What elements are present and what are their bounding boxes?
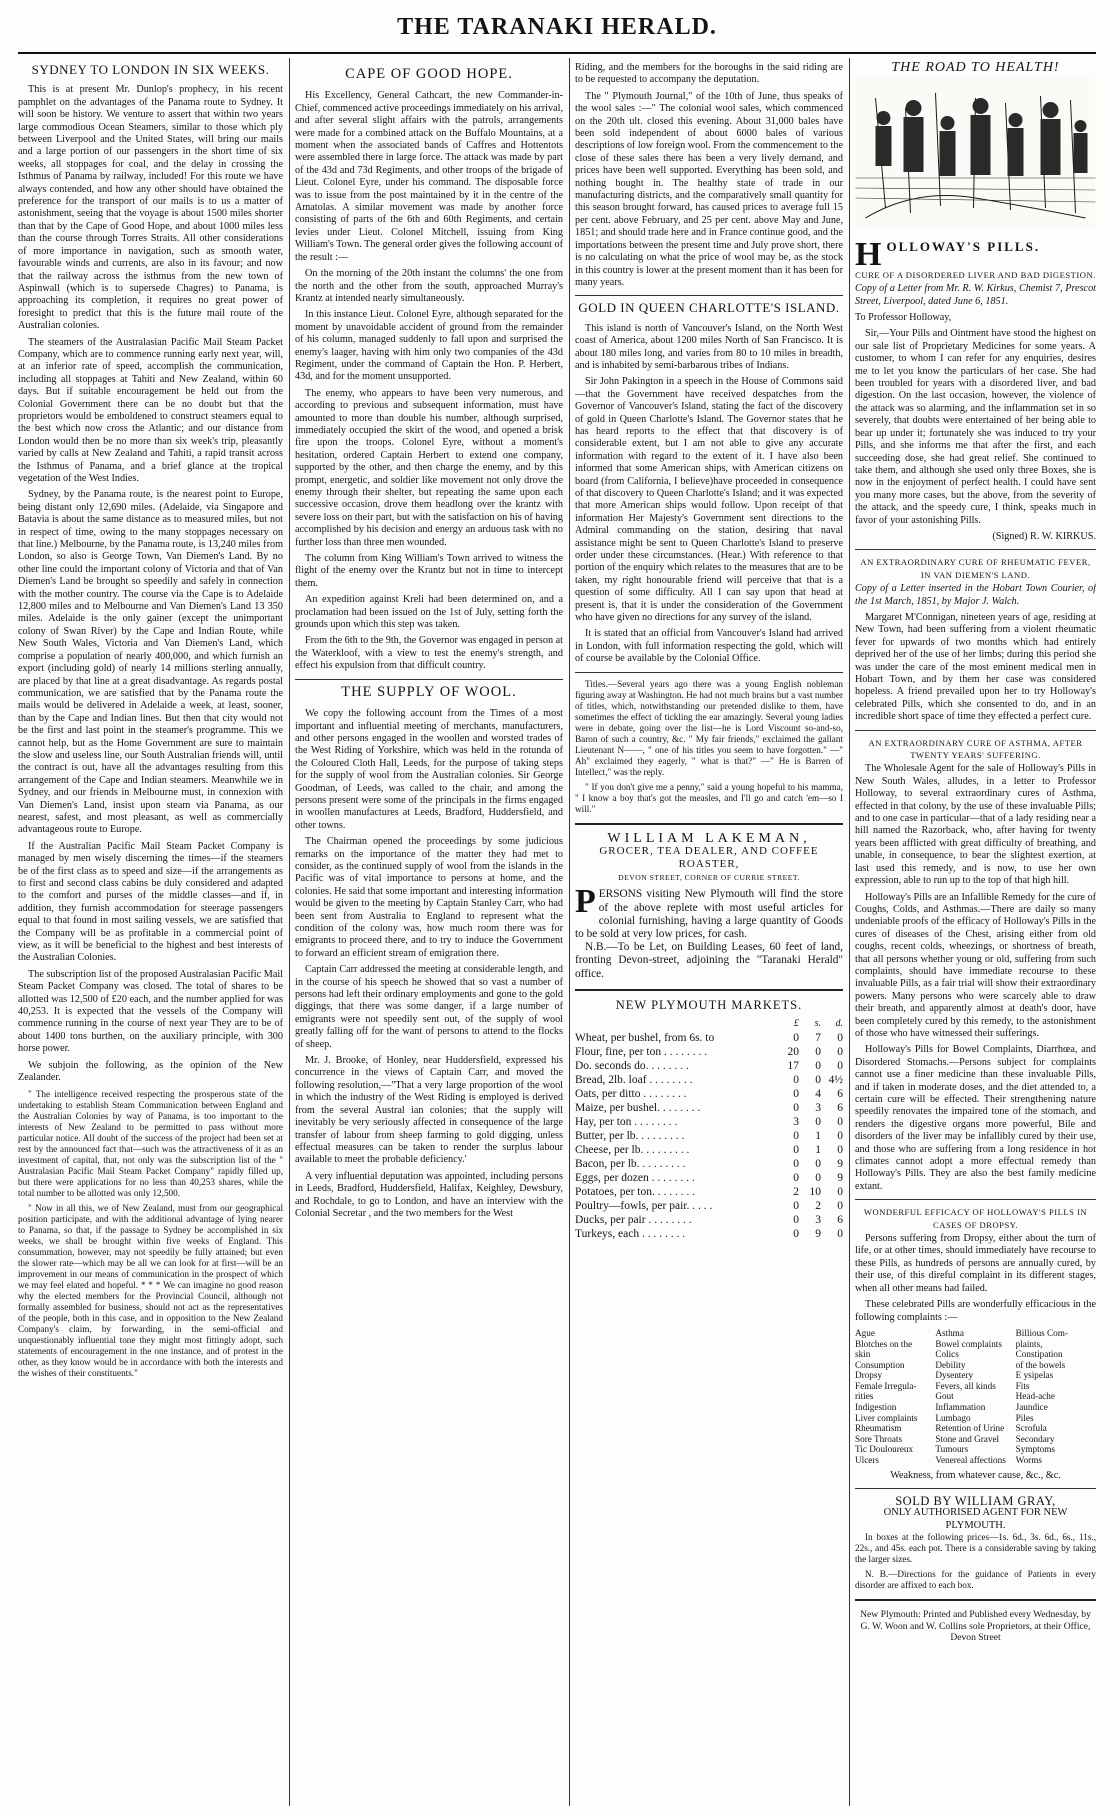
price-item: Wheat, per bushel, from 6s. to xyxy=(575,1032,715,1045)
complaints-list xyxy=(855,1328,1096,1466)
advert-banner: THE ROAD TO HEALTH! xyxy=(891,62,1060,75)
advert-text: N.B.—To be Let, on Building Leases, 60 feet of land, fronting Devon-street, adjoining the "Taranaki Herald" office. xyxy=(575,941,843,980)
subheading: AN EXTRAORDINARY CURE OF RHEUMATIC FEVER, IN VAN DIEMEN'S LAND. xyxy=(860,557,1091,580)
paragraph: The Wholesale Agent for the sale of Holloway's Pills in New South Wales, alludes, in a letter to Professor Holloway, to several extraordinary cures of Asthma, effected in that colony, by the use of these invaluable Pills; and to one case in particular—that of a lady residing near a hill named the Razorback, who, after having for twenty years been afflicted with great difficulty of breathing, and unable, in consequence, to bear the slightest exertion, at last used this remedy, and is now, to use her own expression, able to run up to the top of that high hill. xyxy=(855,763,1096,887)
complaint-item: Jaundice xyxy=(1015,1402,1048,1413)
price-row xyxy=(575,1073,843,1087)
price-item: Hay, per ton . . . . . . . . xyxy=(575,1116,678,1129)
price-shillings: 2 xyxy=(815,1200,821,1213)
complaint-item: Secondary xyxy=(1015,1433,1055,1444)
complaint-item: Stone and Gravel xyxy=(935,1433,1000,1444)
price-pounds: 0 xyxy=(793,1074,799,1087)
paragraph: The Chairman opened the proceedings by some judicious remarks on the importance of the matter they had met to consider, as the continued supply of wool from the islands in the Pacific was of vital importance to persons at home, and the colonies. He said that some important and interesting information would be given to the meeting by Captain Stanley Carr, who had been sent from Australia to England to represent what the condition of the colony was, how much room there was for emigrants to proceed there, and to try to induce the Government to forward an efficient stream of emigration there. xyxy=(295,836,563,959)
price-pence: 0 xyxy=(837,1060,843,1073)
price-row xyxy=(575,1171,843,1185)
advert-text: ERSONS visiting New Plymouth will find the store of the above replete with most useful articles for colonial furnishing, having a large quantity of Goods to be sold at very low prices, for cash. xyxy=(575,888,843,940)
price-row xyxy=(575,1059,843,1073)
price-row xyxy=(575,1227,843,1241)
complaint-item: Inflammation xyxy=(935,1402,986,1413)
subheading: AN EXTRAORDINARY CURE OF ASTHMA, AFTER TWENTY YEARS' SUFFERING. xyxy=(868,737,1083,761)
column-rule xyxy=(849,58,850,1806)
price-pence: 0 xyxy=(837,1032,843,1045)
paragraph: Sir,—Your Pills and Ointment have stood the highest on our sale list of Proprietary Medicines for some years. A customer, to whom I can refer for any enquiries, desires me to let you know the particulars of her case. She had been troubled for years with a disordered liver, and bad digestion. On the last occasion, however, the violence of the attack was so alarming, and the inflammation set in so severely, that doubts were entertained of her being able to bear up under it; fortunately she was induced to try your Pills, and she informs me that after the first, and each succeeding dose, she had great relief. She continued to take them, and although she used only three Boxes, she is now in the enjoyment of perfect health. I could have sent you many more cases, but the above, from the severity of the attack, and the speedy cure, I think, speaks much in favor of your astonishing Pills. xyxy=(855,328,1096,526)
price-pence: 0 xyxy=(837,1200,843,1213)
price-row xyxy=(575,1185,843,1199)
paragraph: Captain Carr addressed the meeting at considerable length, and in the course of his speech he showed that so vast a number of persons had left their ordinary employments and gone to the gold diggings, that there was some danger, if a large number of emigrants were not speedily sent out, of the supply of wool greatly falling off for the want of persons to attend to the flocks of sheep. xyxy=(295,964,563,1050)
divider xyxy=(855,730,1096,731)
price-pounds: 20 xyxy=(787,1046,799,1059)
complaint-item: E ysipelas xyxy=(1015,1370,1054,1381)
article-title: GOLD IN QUEEN CHARLOTTE'S ISLAND. xyxy=(578,300,840,316)
complaint-item: Head-ache xyxy=(1015,1391,1055,1402)
paragraph: To Professor Holloway, xyxy=(855,312,952,324)
price-row xyxy=(575,1101,843,1115)
paragraph: The steamers of the Australasian Pacific Mail Steam Packet Company, which are to commence running early next year, will, at an inferior rate of speed, accomplish the communication, including all stoppages at Tahiti and New Zealand, within 60 days. But if suitable encouragement be held out from the Colonial Government there can be no doubt but that the proprietors would be emboldened to construct steamers equal to the best which now cross the Atlantic; and our distance from London would then be no more than six week's trip, pleasantly varied by calls at New Zealand and Tahiti, a rapid transit across the Isthmus of Panama, and a brief glance at the tropical vegetation of the West Indies. xyxy=(18,336,283,484)
price-shillings: 3 xyxy=(815,1214,821,1227)
price-row xyxy=(575,1157,843,1171)
complaint-item: Female Irregula- xyxy=(855,1380,917,1391)
complaint-item: skin xyxy=(855,1349,871,1360)
paragraph: We subjoin the following, as the opinion of the New Zealander. xyxy=(18,1059,283,1084)
currency-shillings: s. xyxy=(814,1018,821,1030)
paragraph: Holloway's Pills for Bowel Complaints, Diarrhœa, and Disordered Stomachs.—Persons subject for complaints cannot use a finer medicine than these invaluable Pills, and if taken in moderate doses, and the diet attended to, a certain cure will be effected. Their strengthening nature speedily renovates the impaired tone of the stomach, and renders the digestive organs more powerful, Bile and disorders of the liver may be infallibly cured by their use, and those who are suffering from a long residence in hot climates cannot adopt a more effectual remedy than Holloway's Pills. They are also the best family medicine extant. xyxy=(855,1044,1096,1192)
quoted-paragraph: " Now in all this, we of New Zealand, must from our geographical position participate, and with the additional advantage of lying nearer to Panama, so that, if the passage to Sydney be accomplished in six weeks, we shall be brought within five weeks of England. This consummation, however, may not speedily be fully attained; but even the slower rate—which may be all we can look for at first—will be an improvement in our means of communication in the prospect of which we may feel elated and hopeful. * * * We can imagine no good reason why the elected members for the Provincial Council, although not formally assembled for business, should not act as the representatives of the people, both in this case, and in opposition to the New Zealand Company's claim, by forwarding, in the semi-official and unquestionably influential tone they might most fittingly adopt, such statements of encouragement in the one instance, and of protest in the other, as they know would be in accordance with both the interests and the wishes of their constituents." xyxy=(18,1202,283,1378)
price-shillings: 0 xyxy=(815,1060,821,1073)
complaint-item: Sore Throats xyxy=(855,1433,903,1444)
complaint-item: Dropsy xyxy=(855,1370,883,1381)
price-pounds: 0 xyxy=(793,1214,799,1227)
price-pence: 0 xyxy=(837,1130,843,1143)
price-shillings: 0 xyxy=(815,1116,821,1129)
price-item: Poultry—fowls, per pair. . . . . xyxy=(575,1200,713,1213)
price-item: Butter, per lb. . . . . . . . . xyxy=(575,1130,685,1143)
paragraph: " If you don't give me a penny," said a young hopeful to his mamma, " I know a boy that's got the measles, and I'll go and catch 'em—so I will." xyxy=(575,781,843,814)
complaint-item: Asthma xyxy=(935,1327,964,1338)
price-pence: 6 xyxy=(837,1088,843,1101)
price-pounds: 0 xyxy=(793,1032,799,1045)
signature: (Signed) R. W. KIRKUS. xyxy=(992,530,1096,542)
paragraph: The enemy, who appears to have been very numerous, and according to previous and subsequent information, must have amounted to more than double his number, although surprised, immediately occupied the skirt of the wood, and opened a brisk fire upon the troops. Colonel Eyre, without a moment's hesitation, ordered Captain Herbert to extend one company, supported by the other, and then charge the enemy, and by this prompt, energetic, and soldier like movement not only drove the enemy through their shelter, but repeating the same upon each successive occasion, drove them headlong over the krantz with severe loss on their part, but with the satisfaction on his of having accomplished by his decision and energy an arduous task with no further loss than three men wounded. xyxy=(295,387,563,548)
paragraph: In boxes at the following prices—1s. 6d., 3s. 6d., 6s., 11s., 22s., and 45s. each pot. There is a considerable saving by taking the larger sizes. xyxy=(855,1532,1096,1565)
paragraph: It is stated that an official from Vancouver's Island had arrived in London, with full information respecting the gold, which will of course be available by the Colonial Office. xyxy=(575,628,843,665)
price-pence: 0 xyxy=(837,1046,843,1059)
price-item: Potatoes, per ton. . . . . . . . xyxy=(575,1186,696,1199)
price-row xyxy=(575,1199,843,1213)
price-item: Cheese, per lb. . . . . . . . . xyxy=(575,1144,690,1157)
complaint-item: Liver complaints xyxy=(855,1412,918,1423)
price-shillings: 0 xyxy=(815,1074,821,1087)
price-pounds: 2 xyxy=(793,1186,799,1199)
paragraph: The subscription list of the proposed Australasian Pacific Mail Steam Packet Company was closed. The total of shares to be allotted was 12,500 of £20 each, and the number applied for was 40,253. It is expected that the vessels of the Company will commence running in the course of next year They are to be of about 1400 tons burthen, on the auxiliary principle, with 300 horse power. xyxy=(18,968,283,1055)
advert-title xyxy=(855,235,1096,273)
paragraph: Holloway's Pills are an Infallible Remedy for the cure of Coughs, Colds, and Asthmas.—There are daily so many undeniable proofs of the efficacy of Holloway's Pills in the cures of diseases of the Chest, arising either from old coughs, recent colds, wheezings, or shortness of breath, that all persons whether young or old, suffering from such complaints, should have immediate recourse to these invaluable Pills, as a fair trial will show their extraordinary powers. Many persons who were scarcely able to draw their breath, and apparently almost at death's door, have been completely cured by this remedy, to the astonishment of those who have witnessed their sufferings. xyxy=(855,891,1096,1039)
paragraph: We copy the following account from the Times of a most important and influential meeting of merchants, manufacturers, and other persons engaged in the woollen and worsted trades of the West Riding of Yorkshire, which was held in the rotunda of the Coloured Cloth Hall, Leeds, for the purpose of taking steps for the supply of wool from the Australian colonies. Sir George Goodman, of Leeds, was called to the chair, and among the persons present were some of the principals in the firms engaged in woollen manufactures at Leeds, Bradford, Huddersfield, and other towns. xyxy=(295,708,563,831)
complaint-item: Billious Com- xyxy=(1015,1327,1068,1338)
subheading: CURE OF A DISORDERED LIVER AND BAD DIGESTION. xyxy=(855,269,1096,280)
divider xyxy=(575,672,843,673)
complaint-item: Ague xyxy=(855,1327,875,1338)
complaint-item: Colics xyxy=(935,1349,959,1360)
article-title: SYDNEY TO LONDON IN SIX WEEKS. xyxy=(31,62,270,77)
price-pounds: 0 xyxy=(793,1200,799,1213)
price-table-header xyxy=(575,1017,843,1031)
price-pounds: 0 xyxy=(793,1102,799,1115)
masthead-rule xyxy=(18,52,1096,54)
price-shillings: 3 xyxy=(815,1102,821,1115)
price-row xyxy=(575,1115,843,1129)
complaint-item: Debility xyxy=(935,1359,966,1370)
complaint-item: of the bowels xyxy=(1015,1359,1066,1370)
complaint-item: Worms xyxy=(1015,1455,1042,1466)
advert-address: DEVON STREET, CORNER OF CURRIE STREET. xyxy=(618,872,800,882)
column-rule xyxy=(569,58,570,1806)
price-shillings: 4 xyxy=(815,1088,821,1101)
paragraph: The " Plymouth Journal," of the 10th of June, thus speaks of the wool sales :—" The colonial wool sales, which commenced on the 20th ult. closed this evening. About 31,000 bales have been sold independent of about 6000 bales of various descriptions of low foreign wool. From the commencement to the close of these sales there has been a very lively demand, and prices have been well supported. Everything has been sold, and nothing bought in. The healthy state of trade in our manufacturing districts, and the comparatively small quantity for this season brought forward, has caused prices to average full 15 per cent. above February, and 25 per cent. above May and June, 1851; and should trade here and in France continue good, and the importations between the present time and July prove short, there is no calculating on what the price of wool may be, as the stock in this country is lower at the present moment than it has been for many years. xyxy=(575,90,843,288)
paragraph: Persons suffering from Dropsy, either about the turn of life, or at other times, should immediately have recourse to these Pills, as hundreds of persons are annually cured, by their use, of this direful complaint in its different stages, when all other means had failed. xyxy=(855,1233,1096,1294)
paragraph: Copy of a Letter inserted in the Hobart Town Courier, of the 1st March, 1851, by Major J. Walch. xyxy=(855,583,1096,607)
price-item: Do. seconds do. . . . . . . . xyxy=(575,1060,689,1073)
complaint-item: Tumours xyxy=(935,1444,969,1455)
price-item: Flour, fine, per ton . . . . . . . . xyxy=(575,1046,708,1059)
price-row xyxy=(575,1045,843,1059)
price-item: Turkeys, each . . . . . . . . xyxy=(575,1228,686,1241)
complaint-item: Tic Douloureux xyxy=(855,1444,914,1455)
price-pence: 0 xyxy=(837,1116,843,1129)
complaint-item: Ulcers xyxy=(855,1455,879,1466)
price-row xyxy=(575,1213,843,1227)
drop-cap: P xyxy=(575,883,596,921)
complaint-item: Constipation xyxy=(1015,1349,1063,1360)
divider xyxy=(575,823,843,825)
paragraph: This island is north of Vancouver's Island, on the North West coast of America, about 1200 miles North of San Francisco. It is about 180 miles long, and varies from 80 to 10 miles in breadth, and is inhabited by semi-barbarous tribes of Indians. xyxy=(575,322,843,371)
price-pounds: 0 xyxy=(793,1228,799,1241)
complaint-item: Scrofula xyxy=(1015,1423,1047,1434)
price-item: Eggs, per dozen . . . . . . . . xyxy=(575,1172,695,1185)
markets-title: NEW PLYMOUTH MARKETS. xyxy=(615,997,803,1012)
price-item: Maize, per bushel. . . . . . . . xyxy=(575,1102,701,1115)
paragraph: This is at present Mr. Dunlop's prophecy, in his recent pamphlet on the advantages of the Panama route to Sydney. It will soon be history. We venture to assert that within two years large commodious Ocean Steamers, similar to those which ply between Liverpool and the United States, will bring our mails and a large portion of our passengers in the short time of six weeks, all stoppages for coal, and the delay in crossing the Isthmus of Panama by railway, included! For this route we have always contended, and how any other should have obtained the preference for the transport of our mails is to us a matter of astonishment, seeing that the voyage is about 1500 miles shorter than that by the Cape of Good Hope, and about 1000 miles less than the course through Torres Straits. All other considerations of more importance in navigation, such as smooth water, favourable winds and currents, are also in its favour; and now that the railway across the isthmus from the new town of Aspinwall (which is to supersede Chagres) to Panama, is approaching its completion, it requires no great power of foresight to predict that this is the future mail route of the Australian colonies. xyxy=(18,84,283,332)
complaint-item: Indigestion xyxy=(855,1402,897,1413)
paragraph: From the 6th to the 9th, the Governor was engaged in person at the Waterkloof, with a view to test the enemy's strength, and effect his expulsion from that difficult country. xyxy=(295,635,563,672)
paragraph: Titles.—Several years ago there was a young English nobleman figuring away at Washington. He had not much brains but a vast number of titles, which, notwithstanding our pretended dislike to them, have sometimes the effect of tickling the ear amazingly. Several young ladies were in debate, going over the list—he is Lord Viscount so-and-so, Baron of such a country, &c. " My fair friends," exclaimed the gallant Lieutenant N——, " one of his titles you seem to have forgotten." —" Ah" exclaimed they eagerly, " what is that?" —" He is Barren of Intellect," was the reply. xyxy=(575,678,843,777)
complaint-item: Lumbago xyxy=(935,1412,971,1423)
paragraph: In this instance Lieut. Colonel Eyre, although separated for the moment by unavoidable accident of ground from the remainder of his column, managed suddenly to fall upon and surprised the enemy's laager, having with him only two companies of the 43d Regiment, under the command of Captain the Hon. P. Herbert, 43d, and for the moment unsupported. xyxy=(295,309,563,383)
complaint-item: Gout xyxy=(935,1391,954,1402)
crowd-illustration xyxy=(855,78,1096,228)
column-2 xyxy=(295,62,563,1802)
price-row xyxy=(575,1087,843,1101)
paragraph: If the Australian Pacific Mail Steam Packet Company is managed by men wisely discerning the times—if the steamers be of the first class as to speed and size—if the arrangements as to first and second class cabins be duly considered and adapted to the comfort and purses of the middle classes—and if, in addition, they furnish accommodation for steerage passengers equal to that found in most sailing vessels, we are satisfied that the Company will be as profitable in a commercial point of view, as it will be beneficial to the highest and best interests of the Australian Colonies. xyxy=(18,840,283,964)
paragraph: Mr. J. Brooke, of Honley, near Huddersfield, expressed his concurrence in the views of Captain Carr, and moved the following resolution,—"That a very large proportion of the wool in which the industry of the West Riding is employed is derived from the several Austral ian colonies; that the supply will inevitably be very seriously affected in consequence of the large transfer of labour from sheep farming to gold digging, unless effectual measures can be taken to render the surplus labour available to meet the probable deficiency.' xyxy=(295,1055,563,1166)
price-item: Bacon, per lb. . . . . . . . . xyxy=(575,1158,686,1171)
divider xyxy=(575,295,843,296)
column-3 xyxy=(575,62,843,1802)
price-header-blank xyxy=(575,1017,777,1031)
complaint-item: Fevers, all kinds xyxy=(935,1380,996,1391)
complaint-item: Retention of Urine xyxy=(935,1423,1005,1434)
divider xyxy=(855,1488,1096,1489)
quoted-paragraph: " The intelligence received respecting the prosperous state of the undertaking to establish Steam Communication between England and the Australian Colonies by way of Panama, is too important to the interests of New Zealand to be permitted to pass without more particular notice. All doubt of the success of the project had been set at rest by the announced fact that—such was the attractiveness of it as an investment of capital, that, not only was the subscription list of the " Australasian Pacific Mail Steam Packet Company" rapidly filled up, but there were applications for no less than 40,253 shares, while the total number to be allotted was only 12,500. xyxy=(18,1088,283,1198)
masthead: THE TARANAKI HERALD. xyxy=(397,14,717,40)
complaint-item: Piles xyxy=(1015,1412,1034,1423)
currency-pounds: £ xyxy=(794,1018,799,1030)
paragraph: Riding, and the members for the boroughs in the said riding are to be requested to accompany the deputation. xyxy=(575,62,843,86)
complaint-item: plaints, xyxy=(1015,1338,1043,1349)
price-shillings: 9 xyxy=(815,1228,821,1241)
paragraph: Weakness, from whatever cause, &c., &c. xyxy=(890,1469,1061,1481)
advert-title-text: OLLOWAY'S PILLS. xyxy=(886,238,1041,254)
price-shillings: 0 xyxy=(815,1172,821,1185)
advert-subtitle: ROASTER, xyxy=(678,857,740,870)
paragraph: A very influential deputation was appointed, including persons in Leeds, Bradford, Huddersfield, Halifax, Keighley, Dewsbury, and Rochdale, to go to London, and have an interview with the Colonial Secretar , and the two members for the West xyxy=(295,1170,563,1219)
price-pounds: 0 xyxy=(793,1088,799,1101)
price-shillings: 10 xyxy=(809,1186,821,1199)
article-title: CAPE OF GOOD HOPE. xyxy=(345,66,513,82)
price-pounds: 0 xyxy=(793,1158,799,1171)
price-shillings: 7 xyxy=(815,1032,821,1045)
complaint-item: Fits xyxy=(1015,1380,1030,1391)
sold-by: SOLD BY WILLIAM GRAY, xyxy=(895,1494,1056,1509)
price-pence: 4½ xyxy=(828,1074,843,1087)
price-item: Bread, 2lb. loaf . . . . . . . . xyxy=(575,1074,693,1087)
paragraph: On the morning of the 20th instant the columns' the one from the north and the other from the south, approached Murray's Krantz at intended nearly simultaneously. xyxy=(295,268,563,304)
drop-cap: H xyxy=(855,235,884,273)
advert-name: WILLIAM LAKEMAN, xyxy=(607,830,811,846)
price-pounds: 0 xyxy=(793,1172,799,1185)
complaint-item: Venereal affections xyxy=(935,1455,1006,1466)
paragraph: These celebrated Pills are wonderfully efficacious in the following complaints :— xyxy=(855,1299,1096,1323)
price-pounds: 17 xyxy=(787,1060,799,1073)
complaint-item: Bowel complaints xyxy=(935,1338,1002,1349)
imprint: New Plymouth: Printed and Published every Wednesday, by G. W. Woon and W. Collins sole Proprietors, at their Office, Devon Street xyxy=(860,1609,1091,1644)
complaint-item: Dysentery xyxy=(935,1370,974,1381)
price-pence: 0 xyxy=(837,1186,843,1199)
price-row xyxy=(575,1143,843,1157)
divider xyxy=(575,989,843,991)
paragraph: An expedition against Kreli had been determined on, and a proclamation had been issued on the 1st of July, setting forth the grounds upon which this step was taken. xyxy=(295,594,563,631)
column-1 xyxy=(18,62,283,1802)
divider xyxy=(855,549,1096,550)
paragraph: Sir John Pakington in a speech in the House of Commons said—that the Government have received despatches from the Governor of Vancouver's Island, stating the fact of the discovery of gold in Queen Charlotte's Island. The Governor states that he has heard reports to the effect that that discovery is of considerable extent, but I am not able to give any accurate information with regard to the extent of it. I have also been informed that some American ships, with American citizens on board (from California, I believe)have proceeded in consequence of that discovery to Queen Charlotte's Island; and it was expected that more American ships would follow. Upon receipt of that information Her Majesty's Government sent directions to the Admiral commanding on the station, desiring that naval assistance might be sent to Queen Charlotte's Island to preserve order under these circumstances. (Hear.) With reference to that portion of the enquiry which relates to the measures that are to be taken, my right honourable friend will perceive that that is a question of some difficulty. All I can say upon that head at present is, that it is under the consideration of the Government who have given no directions for any survey of the island. xyxy=(575,376,843,624)
price-pence: 0 xyxy=(837,1228,843,1241)
advert-body xyxy=(575,883,843,980)
price-pence: 6 xyxy=(837,1214,843,1227)
price-pence: 9 xyxy=(837,1158,843,1171)
subheading: WONDERFUL EFFICACY OF HOLLOWAY'S PILLS IN CASES OF DROPSY. xyxy=(863,1207,1088,1230)
price-item: Ducks, per pair . . . . . . . . xyxy=(575,1214,692,1227)
price-pence: 9 xyxy=(837,1172,843,1185)
price-row xyxy=(575,1031,843,1045)
price-pence: 0 xyxy=(837,1144,843,1157)
price-pounds: 0 xyxy=(793,1130,799,1143)
price-shillings: 0 xyxy=(815,1158,821,1171)
price-shillings: 1 xyxy=(815,1130,821,1143)
column-rule xyxy=(289,58,290,1806)
price-pounds: 3 xyxy=(793,1116,799,1129)
price-pounds: 0 xyxy=(793,1144,799,1157)
price-shillings: 1 xyxy=(815,1144,821,1157)
price-table xyxy=(575,1017,843,1241)
paragraph: Margaret M'Connigan, nineteen years of age, residing at New Town, had been suffering from a violent rheumatic fever for upwards of two months which had entirely deprived her of the use of her limbs; during this period she was under the care of the most eminent medical men in Hobart Town, and by them her case was considered hopeless. A friend prevailed upon her to try Holloway's celebrated Pills, which she consented to do, and in an incredible short space of time they effected a perfect cure. xyxy=(855,611,1096,723)
paragraph: The column from King William's Town arrived to witness the flight of the enemy over the Krantz but not in time to intercept them. xyxy=(295,553,563,589)
divider xyxy=(855,1199,1096,1200)
paragraph: Sydney, by the Panama route, is the nearest point to Europe, being distant only 12,690 miles. (Adelaide, via Singapore and Batavia is about the same distance as to measured miles, but not in respect of time, owing to the many stoppages necessary on that line.) Melbourne, by the Panama route, is 13,240 miles from London, so also is George Town, Van Diemen's Land. By no other line could the important colony of Victoria and that of Van Diemen's Land be brought so speedily and safely in connection with the mother country. The course via the Cape is to Adelaide 12,800 miles and to Melbourne and Van Diemen's Land 13 350 miles. Adelaide is the only gainer (except the unimportant colony of Swan River) by the Cape and Indian Route, while New South Wales, Victoria and Van Diemen's Land, which comprise a population of nearly 400,000, and which furnish an export (including gold) of nearly 14 millions sterling annually, are placed by that line at a great disadvantage. As regards postal communication, we are satisfied that by the Panama route the mails would be delivered in Adelaide a week, at least, sooner, than by the Cape and Indian lines. But then that city would not be the first and last point in the steamer's programme. This we cannot help, but as the Home Government are sure to maintain the slow and useless line, our South Australian friends will, until the contract is out, have all the advantages resulting from this arrangement of the Cape and Indian steamers. Meanwhile we in Sydney, and our friends in Melbourne must, in connexion with Van Diemen's Land, insist upon steam via Panama, as our nearest, safest, and most pleasant, as well as commercially advantageous route to Europe. xyxy=(18,489,283,836)
divider xyxy=(855,1599,1096,1601)
advert-subtitle: GROCER, TEA DEALER, AND COFFEE xyxy=(599,845,819,858)
column-4 xyxy=(855,62,1096,1802)
article-title: THE SUPPLY OF WOOL. xyxy=(341,683,517,700)
currency-pence: d. xyxy=(835,1018,843,1030)
price-shillings: 0 xyxy=(815,1046,821,1059)
divider xyxy=(295,679,563,680)
sold-by-sub: ONLY AUTHORISED AGENT FOR NEW PLYMOUTH. xyxy=(883,1507,1068,1531)
price-row xyxy=(575,1129,843,1143)
paragraph: His Excellency, General Cathcart, the new Commander-in-Chief, commenced active proceedings immediately on his arrival, and after several slight affairs with the patrols, arrangements were made for a combined attack on the Buffalo Mountains, at a moment when the associated bands of Caffres and Hottentots were assembled there in large force. The attack was made by part of the 43d and 73d Regiments, and other troops of the brigade of Lieut. Colonel Eyre, under his command. The disposable force was to issue from the post maintained by it in the centre of the Amatolas. A similar movement was made by another force consisting of parts of the 6th and 60th Regiments, and certain levies under Lieut. Colonel Mitchell, issuing from King William's Town. The general order gives the following account of the result :— xyxy=(295,90,563,263)
complaint-item: Rheumatism xyxy=(855,1423,902,1434)
complaint-item: rities xyxy=(855,1391,874,1402)
complaint-item: Symptoms xyxy=(1015,1444,1055,1455)
price-item: Oats, per ditto . . . . . . . . xyxy=(575,1088,687,1101)
complaint-item: Consumption xyxy=(855,1359,905,1370)
price-pence: 6 xyxy=(837,1102,843,1115)
paragraph: Copy of a Letter from Mr. R. W. Kirkus, Chemist 7, Prescot Street, Liverpool, dated June 6, 1851. xyxy=(855,283,1096,307)
complaint-item: Blotches on the xyxy=(855,1338,913,1349)
paragraph: N. B.—Directions for the guidance of Patients in every disorder are affixed to each box. xyxy=(855,1569,1096,1591)
